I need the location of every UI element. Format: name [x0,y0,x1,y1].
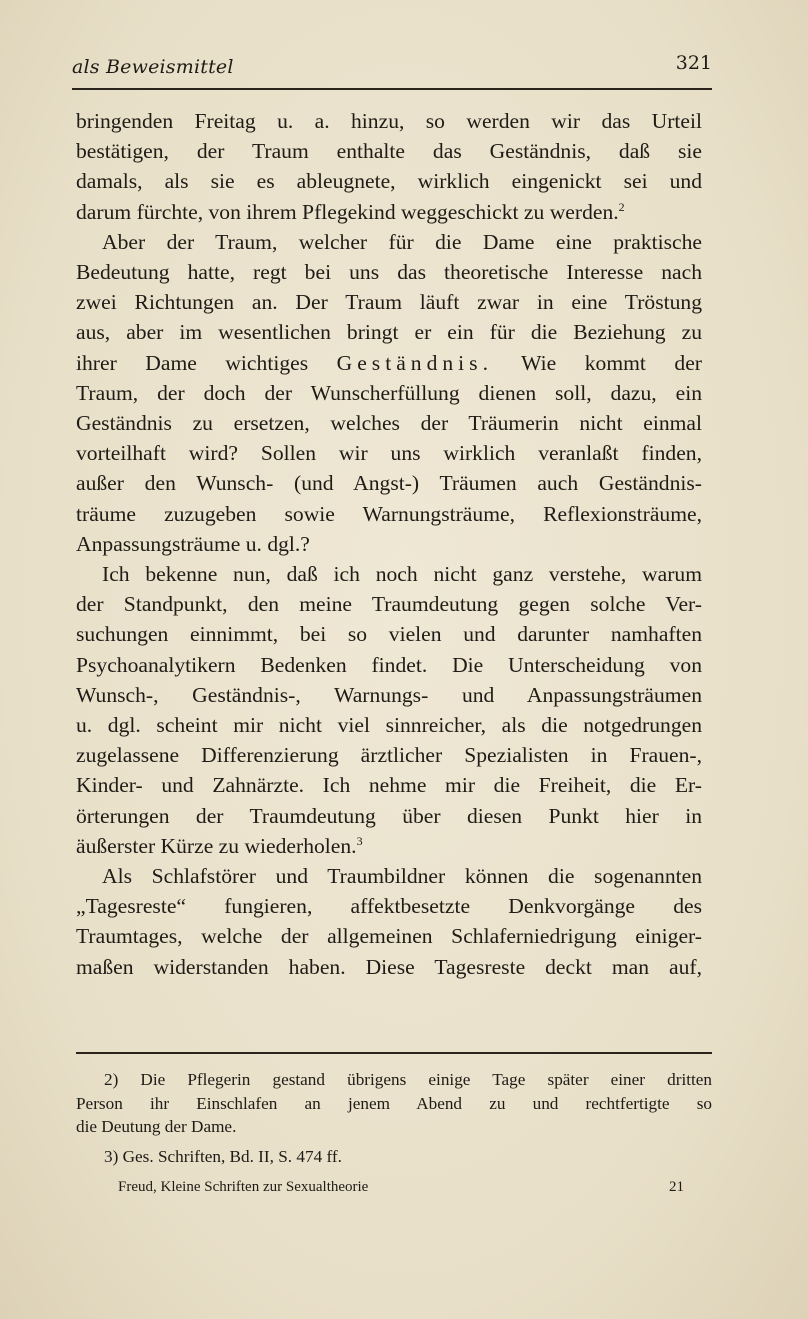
running-title: als Beweismittel [72,56,234,78]
text-line: örterungen der Traumdeutung über diesen Punkt hier in [76,803,702,828]
text-fragment: ihrer Dame wichtiges [76,350,309,375]
text-line: Aber der Traum, welcher für die Dame eine praktische [102,229,702,254]
sheet-number: 21 [669,1179,684,1195]
text-line: maßen widerstanden haben. Diese Tagesreste deckt man auf, [76,954,702,979]
text-line-emphasis [76,348,702,378]
header-rule [72,88,712,90]
body-text [76,106,702,982]
text-line: damals, als sie es ableugnete, wirklich eingenickt sei und [76,169,702,194]
text-line: u. dgl. scheint mir nicht viel sinnreicher, als die notgedrungen [76,713,702,738]
emphasized-word: Geständnis. [336,350,493,375]
text-line: Psychoanalytikern Bedenken findet. Die Unterscheidung von [76,652,702,677]
footnote-2 [76,1068,712,1139]
signature-line [118,1179,684,1203]
text-line: Kinder- und Zahnärzte. Ich nehme mir die Freiheit, die Er- [76,773,702,798]
running-head [72,52,712,84]
text-line: bringenden Freitag u. a. hinzu, so werden wir das Urteil [76,109,702,133]
text-line: vorteilhaft wird? Sollen wir uns wirklich veranlaßt finden, [76,441,702,466]
text-line-content: äußerster Kürze zu wiederholen. [76,833,357,858]
text-line: Wunsch-, Geständnis-, Warnungs- und Anpassungsträumen [76,682,702,707]
footnote-3 [76,1145,712,1169]
text-line: Traum, der doch der Wunscherfüllung dienen soll, dazu, ein [76,380,702,405]
text-line: zugelassene Differenzierung ärztlicher Spezialisten in Frauen-, [76,743,702,768]
text-line: Traumtages, welche der allgemeinen Schlaferniedrigung einiger- [76,924,702,949]
text-line: aus, aber im wesentlichen bringt er ein für die Beziehung zu [76,320,702,345]
footnote-line: Person ihr Einschlafen an jenem Abend zu und rechtfertigte so [76,1093,712,1113]
text-line: der Standpunkt, den meine Traumdeutung gegen solche Ver- [76,592,702,617]
paragraph-1 [76,106,702,227]
text-line: „Tagesreste“ fungieren, affektbesetzte Denkvorgänge des [76,894,702,919]
footnote-marker-2: 2 [618,199,625,214]
text-line: Als Schlafstörer und Traumbildner können die sogenannten [102,864,702,889]
paragraph-2 [76,227,702,559]
text-line: außer den Wunsch- (und Angst-) Träumen auch Geständnis- [76,471,702,496]
page-number: 321 [675,52,712,74]
text-line: träume zuzugeben sowie Warnungsträume, Reflexionsträume, [76,501,702,526]
text-line: zwei Richtungen an. Der Traum läuft zwar in eine Tröstung [76,290,702,315]
text-line: Ich bekenne nun, daß ich noch nicht ganz verstehe, warum [102,562,702,587]
text-line [76,831,702,861]
footnote-line: 3) Ges. Schriften, Bd. II, S. 474 ff. [104,1146,342,1166]
paragraph-4 [76,861,702,982]
footnote-marker-3: 3 [356,833,363,848]
text-line: suchungen einnimmt, bei so vielen und darunter namhaften [76,622,702,647]
text-line [76,197,702,227]
text-line: Anpassungsträume u. dgl.? [76,531,310,556]
text-line: Bedeutung hatte, regt bei uns das theoretische Interesse nach [76,260,702,285]
footnote-rule [76,1052,712,1054]
text-fragment: Wie kommt der [521,350,702,375]
footnotes [76,1068,712,1168]
text-line: bestätigen, der Traum enthalte das Geständnis, daß sie [76,139,702,164]
footnote-line: die Deutung der Dame. [76,1117,237,1137]
signature-text: Freud, Kleine Schriften zur Sexualtheorie [118,1179,369,1195]
paragraph-3 [76,559,702,861]
footnote-line: 2) Die Pflegerin gestand übrigens einige Tage später einer dritten [104,1070,712,1089]
text-line: Geständnis zu ersetzen, welches der Träumerin nicht einmal [76,411,702,436]
text-line-content: darum fürchte, von ihrem Pflegekind weggeschickt zu werden. [76,199,619,224]
